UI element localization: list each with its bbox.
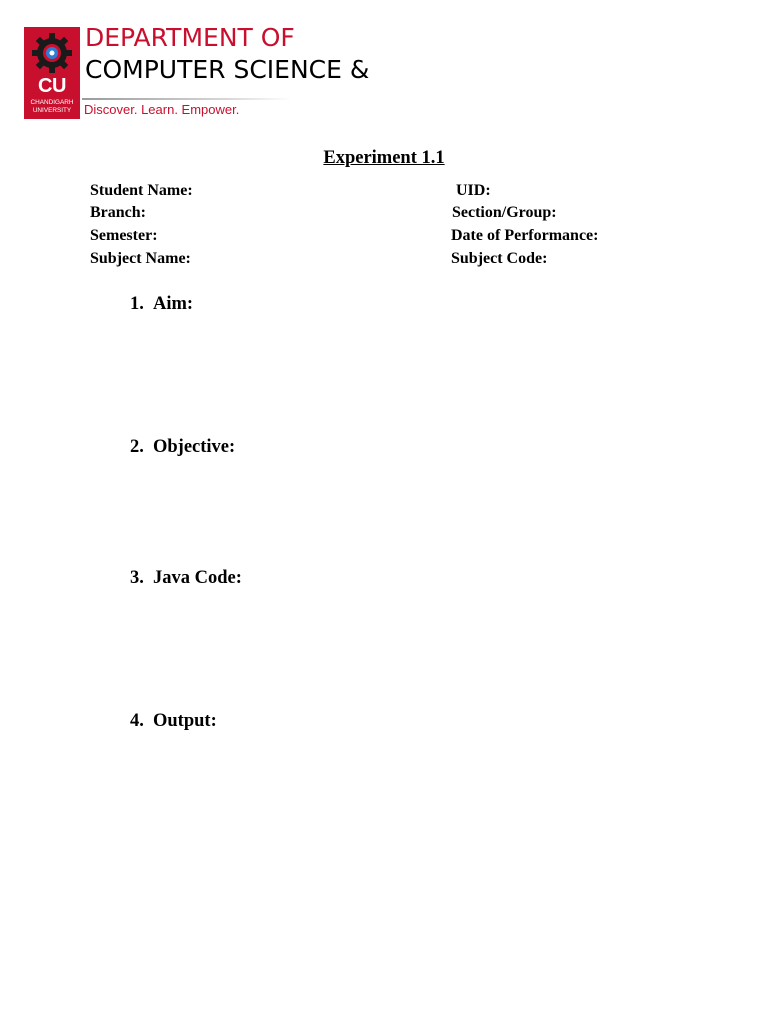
tagline: Discover. Learn. Empower. xyxy=(84,102,240,117)
experiment-title: Experiment 1.1 xyxy=(323,148,445,168)
section-number: 4. xyxy=(130,711,144,731)
section-objective xyxy=(130,435,235,459)
semester-label: Semester: xyxy=(90,227,158,244)
section-group-label: Section/Group: xyxy=(452,204,557,221)
section-number: 1. xyxy=(130,294,144,314)
section-number: 3. xyxy=(130,568,144,588)
section-output xyxy=(130,709,217,733)
section-label: Objective: xyxy=(153,437,236,457)
date-of-performance-label: Date of Performance: xyxy=(451,227,599,244)
section-java-code xyxy=(130,566,242,590)
university-logo xyxy=(24,27,80,119)
department-heading-line1: DEPARTMENT OF xyxy=(85,23,295,52)
section-label: Java Code: xyxy=(153,568,242,588)
department-heading-line2: COMPUTER SCIENCE & xyxy=(85,55,370,84)
branch-label: Branch: xyxy=(90,204,146,221)
section-label: Output: xyxy=(153,711,217,731)
student-name-label: Student Name: xyxy=(90,182,193,199)
logo-university-name: CHANDIGARH UNIVERSITY xyxy=(30,99,74,114)
subject-code-label: Subject Code: xyxy=(451,250,548,267)
tagline-divider xyxy=(82,98,292,100)
section-number: 2. xyxy=(130,437,144,457)
section-aim xyxy=(130,292,193,316)
logo-abbreviation: CU xyxy=(38,75,66,97)
uid-label: UID: xyxy=(456,182,491,199)
section-label: Aim: xyxy=(153,294,194,314)
subject-name-label: Subject Name: xyxy=(90,250,191,267)
gear-emblem-icon xyxy=(30,31,74,75)
